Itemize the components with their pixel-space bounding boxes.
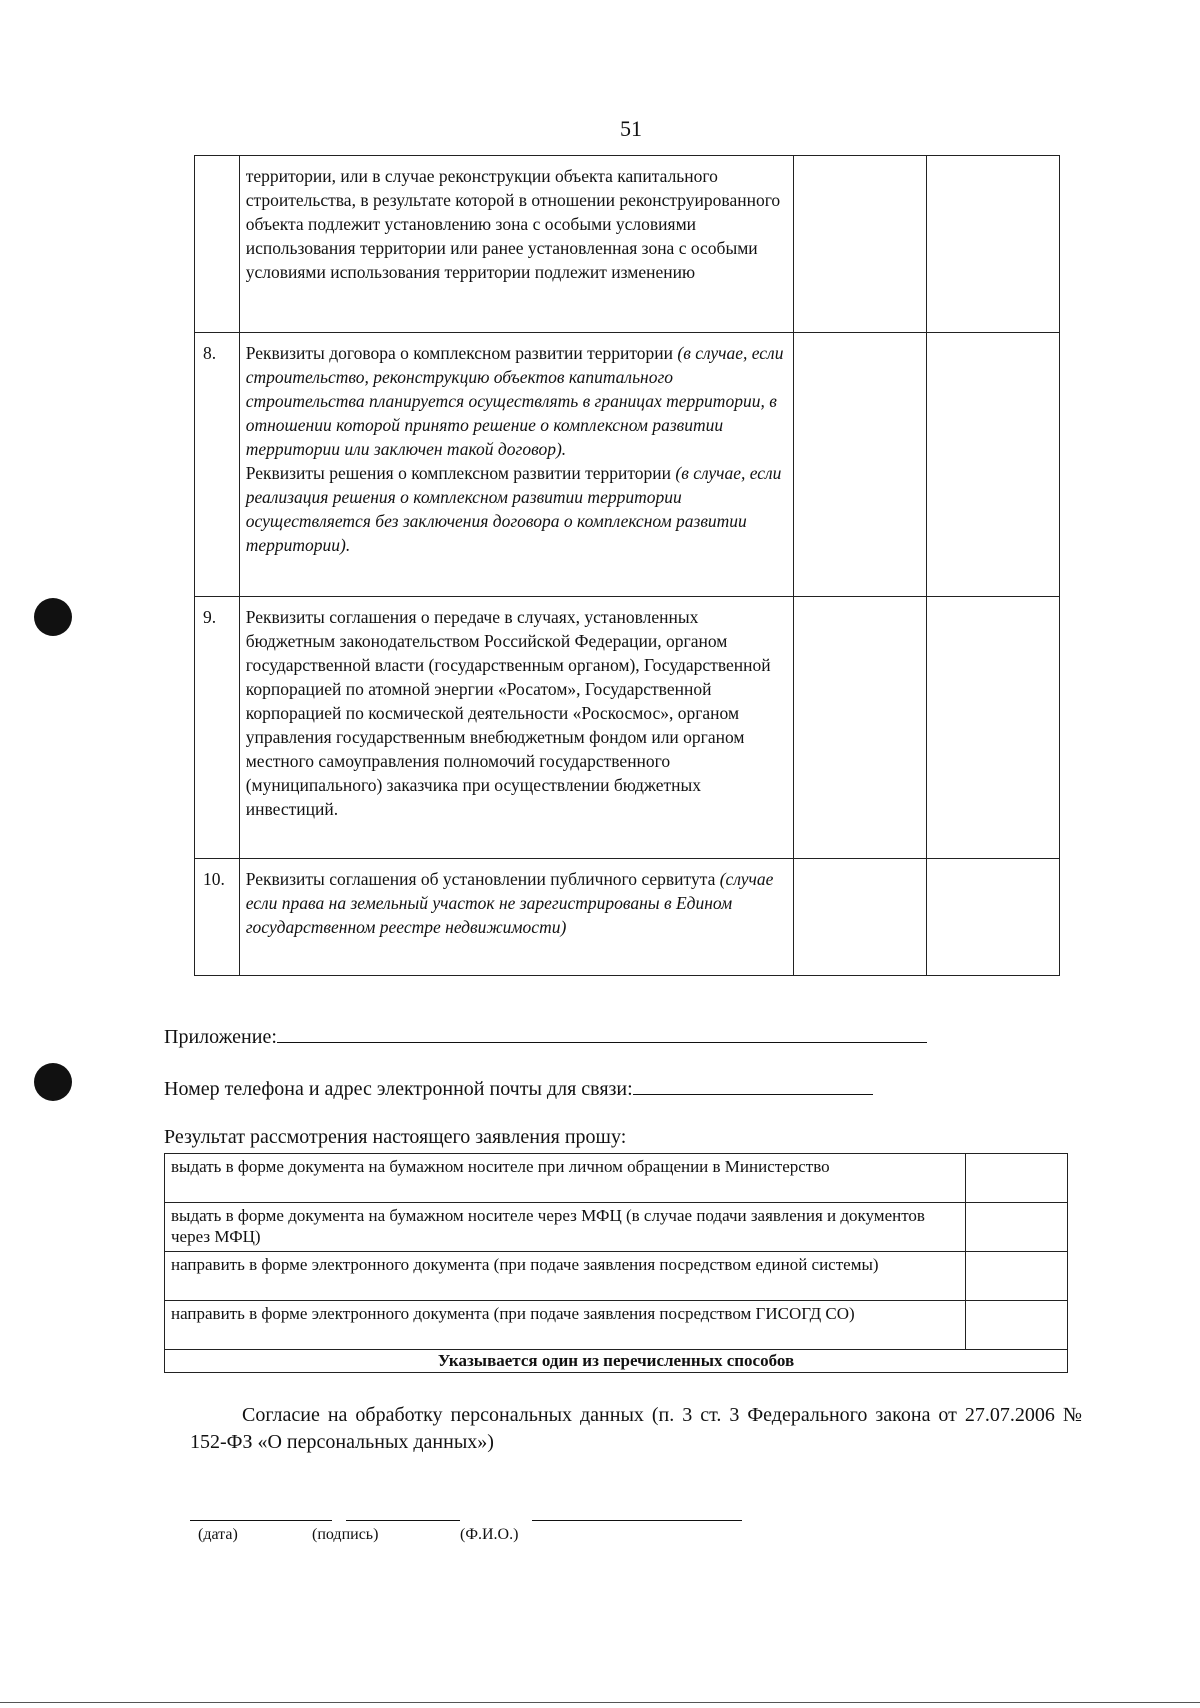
result-option-checkbox[interactable]: [966, 1301, 1068, 1350]
requisites-table: [194, 155, 1060, 976]
signature-line[interactable]: [346, 1520, 460, 1521]
row-description: [239, 597, 793, 859]
table-row: [195, 597, 1060, 859]
result-option-checkbox[interactable]: [966, 1252, 1068, 1301]
result-title: Результат рассмотрения настоящего заявления прошу:: [164, 1126, 627, 1148]
result-note: Указывается один из перечисленных способов: [165, 1350, 1068, 1373]
result-option-row: [165, 1301, 1068, 1350]
row-text: Реквизиты договора о комплексном развитии территории: [245, 343, 678, 363]
row-description: [239, 859, 793, 976]
date-line[interactable]: [190, 1520, 332, 1521]
result-option-row: [165, 1203, 1068, 1252]
attachment-label: Приложение:: [164, 1026, 277, 1048]
row-text: Реквизиты соглашения об установлении публичного сервитута: [245, 869, 720, 889]
attachment-field: [164, 1022, 927, 1049]
result-option-row: [165, 1252, 1068, 1301]
name-line[interactable]: [532, 1520, 742, 1521]
result-options-table: [164, 1153, 1068, 1373]
result-option-text: направить в форме электронного документа (при подаче заявления посредством единой системы): [165, 1252, 966, 1301]
name-label: (Ф.И.О.): [460, 1526, 519, 1543]
scan-edge-line: [0, 1702, 1200, 1703]
input-cell[interactable]: [794, 859, 927, 976]
punch-hole-icon: [34, 598, 72, 636]
row-number: 8.: [195, 333, 240, 597]
table-row: [195, 859, 1060, 976]
row-text-italic: (в случае, если реализация решения о комплексном развитии территории осуществляется без заключения договора о комплексном развитии территории).: [245, 463, 782, 555]
contact-input-line[interactable]: [633, 1074, 873, 1095]
input-cell[interactable]: [927, 859, 1060, 976]
result-option-text: выдать в форме документа на бумажном носителе через МФЦ (в случае подачи заявления и документов через МФЦ): [165, 1203, 966, 1252]
row-description: [239, 156, 793, 333]
contact-label: Номер телефона и адрес электронной почты для связи:: [164, 1078, 633, 1100]
input-cell[interactable]: [794, 156, 927, 333]
row-text-italic: (в случае, если строительство, реконструкцию объектов капитального строительства планируется осуществлять в границах территории, в отношении которой принято решение о комплексном развитии территории или заключен такой договор).: [245, 343, 784, 459]
input-cell[interactable]: [927, 333, 1060, 597]
signature-label: (подпись): [312, 1526, 379, 1543]
input-cell[interactable]: [794, 333, 927, 597]
table-row: [195, 156, 1060, 333]
row-text: территории, или в случае реконструкции объекта капитального строительства, в результате которой в отношении реконструированного объекта подлежит установлению зона с особыми условиями использования территории или ранее установленная зона с особыми условиями использования территории подлежит изменению: [245, 166, 781, 282]
row-text-italic: (случае если права на земельный участок не зарегистрированы в Едином государственном реестре недвижимости): [245, 869, 774, 937]
row-number: 10.: [195, 859, 240, 976]
row-number: 9.: [195, 597, 240, 859]
attachment-input-line[interactable]: [277, 1022, 927, 1043]
row-number: [195, 156, 240, 333]
result-option-text: выдать в форме документа на бумажном носителе при личном обращении в Министерство: [165, 1154, 966, 1203]
result-option-checkbox[interactable]: [966, 1154, 1068, 1203]
input-cell[interactable]: [794, 597, 927, 859]
input-cell[interactable]: [927, 597, 1060, 859]
date-label: (дата): [198, 1526, 238, 1543]
result-option-text: направить в форме электронного документа (при подаче заявления посредством ГИСОГД СО): [165, 1301, 966, 1350]
punch-hole-icon: [34, 1063, 72, 1101]
result-option-row: [165, 1154, 1068, 1203]
result-option-checkbox[interactable]: [966, 1203, 1068, 1252]
table-row: [195, 333, 1060, 597]
row-description: [239, 333, 793, 597]
consent-text: Согласие на обработку персональных данных (п. 3 ст. 3 Федерального закона от 27.07.2006 № 152-ФЗ «О персональных данных»): [190, 1404, 1082, 1453]
row-text: Реквизиты соглашения о передаче в случаях, установленных бюджетным законодательством Российской Федерации, органом государственной власти (государственным органом), Государственной корпорацией по атомной энергии «Росатом», Государственной корпорацией по космической деятельности «Роскосмос», органом управления государственным внебюджетным фондом или органом местного самоуправления полномочий государственного (муниципального) заказчика при осуществлении бюджетных инвестиций.: [245, 607, 771, 819]
result-note-row: [165, 1350, 1068, 1373]
contact-field: [164, 1074, 873, 1101]
input-cell[interactable]: [927, 156, 1060, 333]
row-text: Реквизиты решения о комплексном развитии территории: [245, 463, 676, 483]
page-number: 51: [620, 116, 642, 141]
